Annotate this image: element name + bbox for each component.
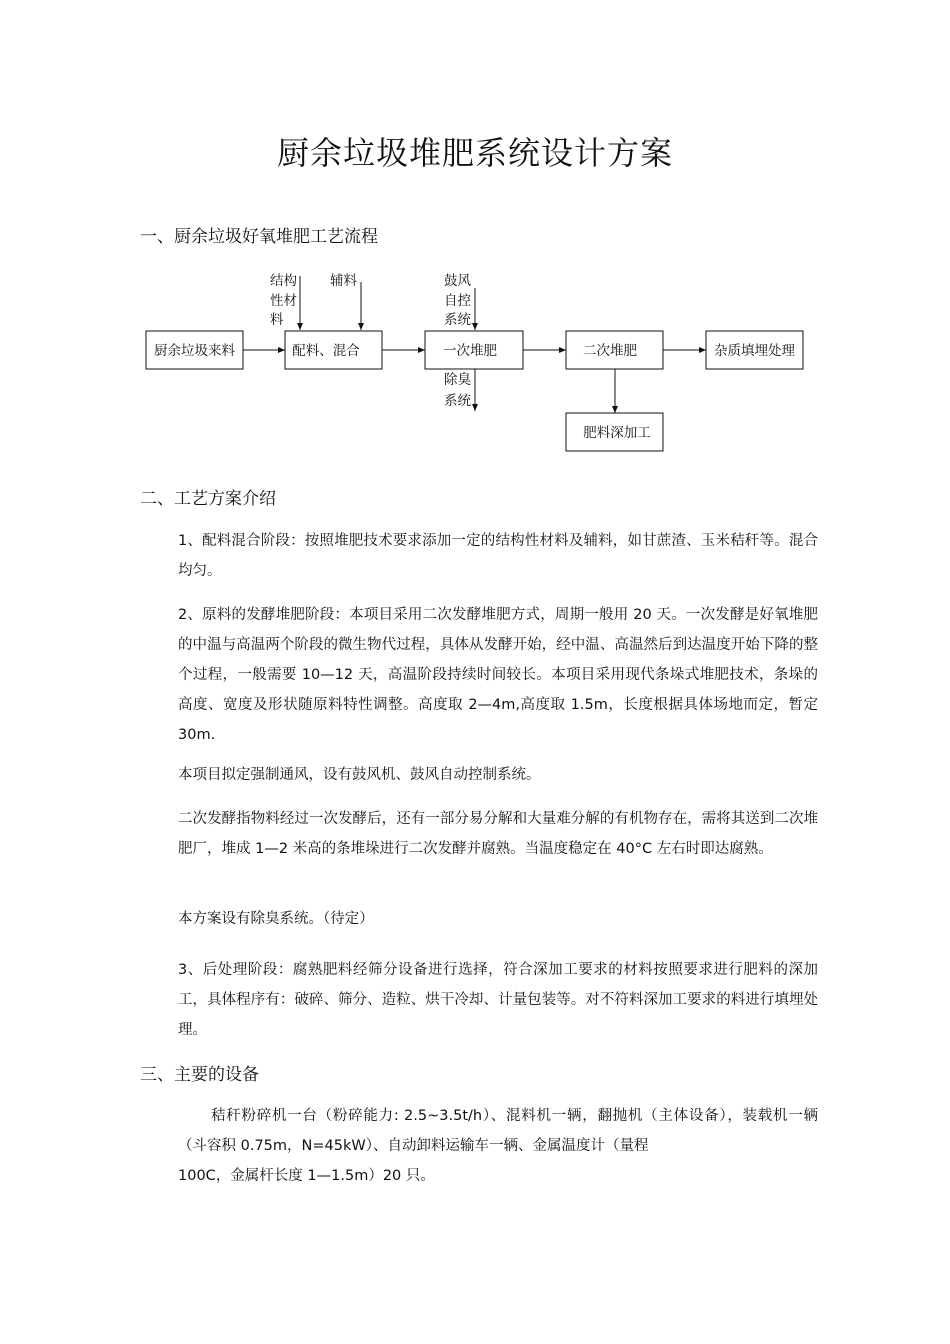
section-heading-equipment: 三、主要的设备: [140, 1065, 259, 1085]
box-landfill-label: 杂质填埋处理: [714, 343, 795, 359]
process-flow-diagram: [0, 260, 950, 460]
output-deodor-line2: 系统: [444, 393, 471, 409]
paragraph-ventilation: 本项目拟定强制通风，设有鼓风机、鼓风自动控制系统。: [178, 767, 541, 783]
input-structural-line3: 料: [270, 312, 284, 328]
paragraph-post-processing: 3、后处理阶段：腐熟肥料经筛分设备进行选择，符合深加工要求的材料按照要求进行肥料的深加工，具体程序有：破碎、筛分、造粒、烘干冷却、计量包装等。对不符料深加工要求的料进行填埋处理。: [178, 962, 818, 1038]
input-blower-line2: 自控: [444, 293, 471, 309]
box-primary-composting-label: 一次堆肥: [443, 343, 497, 359]
paragraph-fermentation-stage: 2、原料的发酵堆肥阶段：本项目采用二次发酵堆肥方式，周期一般用 20 天。一次发酵是好氧堆肥的中温与高温两个阶段的微生物代过程，具体从发酵开始，经中温、高温然后到达温度开始下降的整个过程，一般需要 10—12 天，高温阶段持续时间较长。本项目采用现代条垛式堆肥技术，条垛的高度、宽度及形状随原料特性调整。高度取 2—4m,高度取 1.5m，长度根据具体场地而定，暂定 30m.: [178, 607, 818, 743]
paragraph-deodorization: 本方案设有除臭系统。（待定）: [178, 911, 374, 927]
section-heading-process-intro: 二、工艺方案介绍: [140, 489, 276, 509]
box-deep-processing-label: 肥料深加工: [583, 425, 651, 441]
box-secondary-composting-label: 二次堆肥: [583, 343, 637, 359]
paragraph-equipment-list: 秸秆粉碎机一台（粉碎能力: 2.5~3.5t/h）、混料机一辆，翻抛机（主体设备），装载机一辆（斗容积 0.75m，N=45kW）、自动卸料运输车一辆、金属温度计（量程: [178, 1108, 818, 1154]
section-heading-process-flow: 一、厨余垃圾好氧堆肥工艺流程: [140, 227, 378, 247]
paragraph-mixing-stage: 1、配料混合阶段：按照堆肥技术要求添加一定的结构性材料及辅料，如甘蔗渣、玉米秸秆等。混合均匀。: [178, 533, 818, 579]
box-mixing-label: 配料、混合: [292, 343, 360, 359]
paragraph-equipment-list-end: 100C，金属杆长度 1—1.5m）20 只。: [178, 1168, 435, 1184]
box-kitchen-waste-label: 厨余垃圾来料: [154, 343, 235, 359]
output-deodor-line1: 除臭: [444, 372, 471, 388]
input-structural-line1: 结构: [270, 273, 297, 289]
input-structural-line2: 性材: [270, 293, 297, 309]
input-auxiliary-label: 辅料: [330, 273, 357, 289]
document-title: 厨余垃圾堆肥系统设计方案: [276, 134, 673, 172]
input-blower-line3: 系统: [444, 312, 471, 328]
paragraph-secondary-fermentation: 二次发酵指物料经过一次发酵后，还有一部分易分解和大量难分解的有机物存在，需将其送到二次堆肥厂，堆成 1—2 米高的条堆垛进行二次发酵并腐熟。当温度稳定在 40°C 左右时即达腐熟。: [178, 811, 818, 857]
input-blower-line1: 鼓风: [444, 273, 471, 289]
